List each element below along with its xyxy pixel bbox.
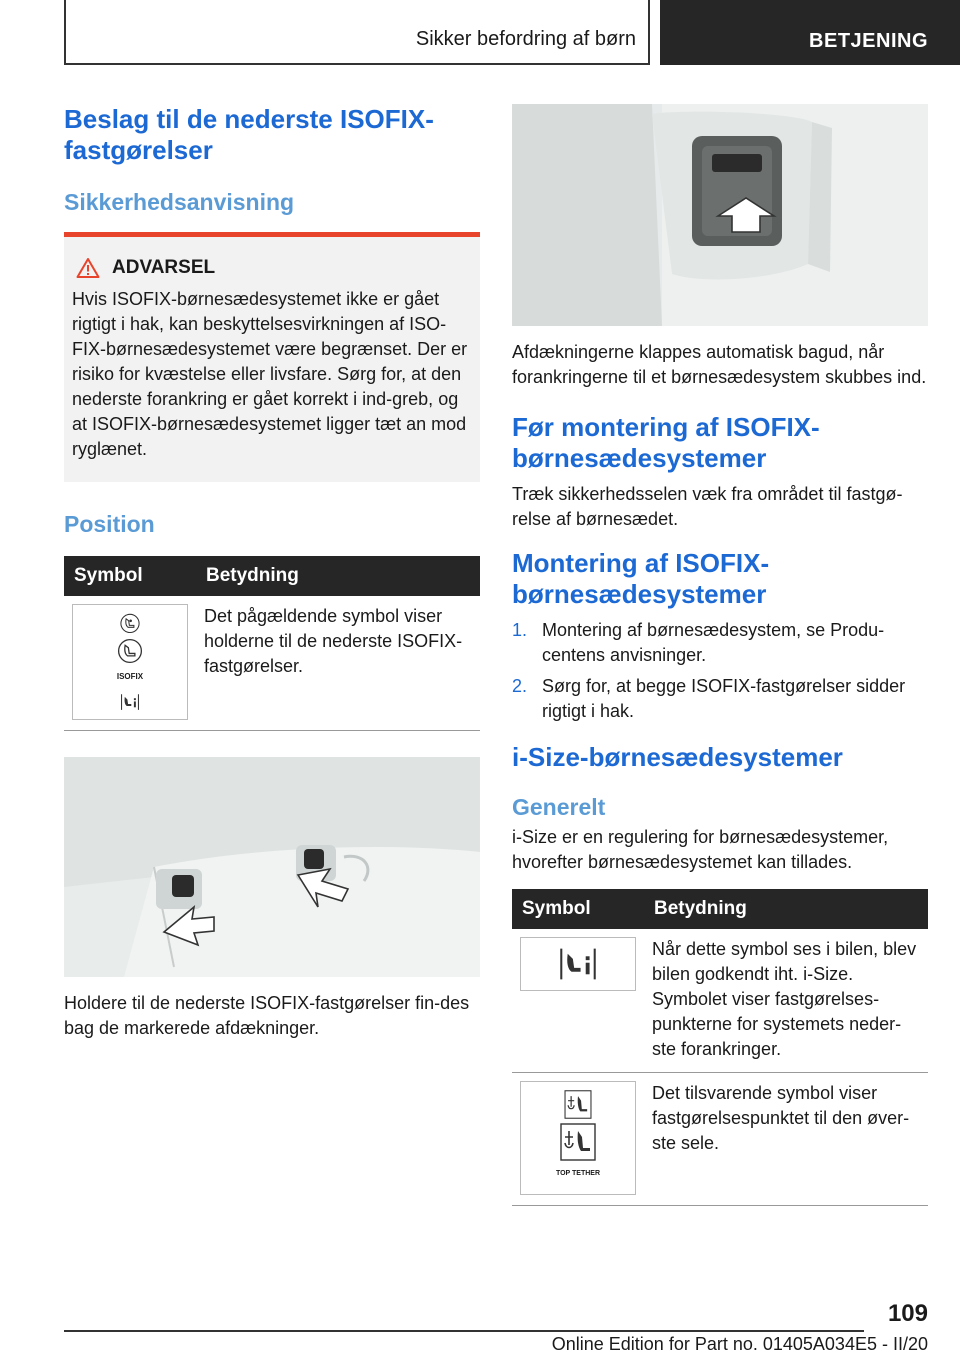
table-header-meaning: Betydning — [196, 556, 480, 596]
step-text: Montering af børnesædesystem, se Produ-centens anvisninger. — [542, 620, 885, 665]
position-symbol-table — [64, 556, 480, 731]
isofix-symbol-label: ISOFIX — [116, 671, 144, 681]
top-tether-label: TOP TETHER — [555, 1170, 601, 1177]
step-number: 1. — [512, 620, 528, 640]
footer-rule — [64, 1330, 864, 1332]
top-tether-symbols — [520, 1081, 636, 1195]
meaning-cell: Det tilsvarende symbol viser fastgørelsespunktet til den øver-ste sele. — [644, 1073, 928, 1206]
mounting-heading: Montering af ISOFIX-børnesædesystemer — [512, 548, 770, 609]
table-row — [512, 1073, 928, 1206]
before-mounting-heading: Før montering af ISOFIX-børnesædesystemer — [512, 412, 820, 473]
before-mounting-text: Træk sikkerhedsselen væk fra området til fastgø-relse af børnesædet. — [512, 484, 903, 529]
step-text: Sørg for, at begge ISOFIX-fastgørelser sidder rigtigt i hak. — [542, 676, 906, 721]
isofix-seat-icon — [117, 638, 143, 664]
table-header-meaning: Betydning — [644, 889, 928, 929]
isize-heading: i-Size-børnesædesystemer — [512, 742, 843, 772]
rear-seat-illustration — [64, 757, 480, 977]
symbol-cell — [512, 1073, 644, 1206]
warning-triangle-icon — [76, 257, 100, 279]
step-number: 2. — [512, 676, 528, 696]
footer-edition: Online Edition for Part no. 01405A034E5 - II/20 — [551, 1334, 928, 1354]
warning-text: Hvis ISOFIX-børnesædesystemet ikke er gået rigtigt i hak, kan beskyttelsesvirkningen af ISO-FIX-børnesædesystemet være begrænset. Der er risiko for kvæstelse eller livsfare. Sørg for, at den nederste forankring er gået korrekt i ind-greb, og at ISOFIX-børnesædesystemet ligger tæt an mod ryglænet. — [72, 289, 468, 459]
list-item — [512, 674, 928, 724]
right-column — [512, 104, 928, 1206]
left-photo-caption: Holdere til de nederste ISOFIX-fastgørelser fin-des bag de markerede afdækninger. — [64, 993, 470, 1038]
header-chapter-label: BETJENING — [809, 30, 928, 52]
page-number: 109 — [887, 1300, 928, 1327]
list-item — [512, 618, 928, 668]
header-rule-mid — [648, 0, 650, 64]
symbol-cell — [64, 596, 196, 731]
isofix-symbols — [72, 604, 188, 720]
header-chapter-tab — [660, 0, 960, 65]
meaning-cell: Det pågældende symbol viser holderne til de nederste ISOFIX-fastgørelser. — [196, 596, 480, 731]
meaning-cell: Når dette symbol ses i bilen, blev bilen godkendt iht. i-Size. Symbolet viser fastgørelses-punkterne for systemets neder-ste forankringer. — [644, 929, 928, 1073]
header-rule-bottom — [64, 63, 650, 65]
safety-heading: Sikkerhedsanvisning — [64, 189, 295, 215]
general-heading: Generelt — [512, 794, 606, 820]
header-section-title: Sikker befordring af børn — [415, 28, 636, 50]
page-title: Beslag til de nederste ISOFIX-fastgørelser — [64, 104, 434, 165]
right-photo-caption: Afdækningerne klappes automatisk bagud, når forankringerne til et børnesædesystem skubbes ind. — [512, 342, 927, 387]
anchor-seat-icon — [560, 1090, 596, 1119]
anchor-cover-illustration — [512, 104, 928, 326]
isize-seat-icon — [552, 946, 604, 982]
warning-box — [64, 232, 480, 482]
mounting-steps — [512, 618, 928, 724]
left-column — [64, 100, 480, 1041]
table-row — [64, 596, 480, 731]
warning-header — [76, 257, 470, 279]
isize-symbol-table — [512, 889, 928, 1206]
anchor-cover-photo — [512, 104, 928, 326]
table-header-symbol: Symbol — [64, 556, 196, 596]
isize-symbol — [520, 937, 636, 991]
top-tether-icon — [560, 1123, 596, 1161]
warning-label: ADVARSEL — [112, 257, 216, 278]
isofix-anchor-photo — [64, 757, 480, 977]
general-text: i-Size er en regulering for børnesædesystemer, hvorefter børnesædesystemet kan tillades. — [512, 827, 889, 872]
position-heading: Position — [64, 511, 155, 537]
table-header-symbol: Symbol — [512, 889, 644, 929]
child-seat-icon — [114, 613, 146, 634]
symbol-cell — [512, 929, 644, 1073]
table-row — [512, 929, 928, 1073]
isize-seat-icon — [115, 693, 145, 711]
